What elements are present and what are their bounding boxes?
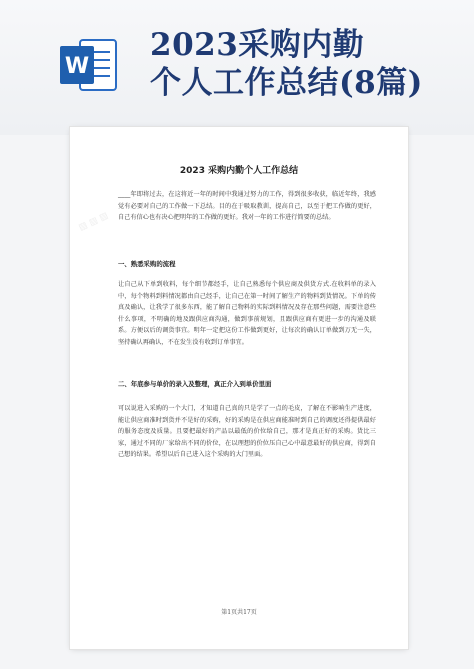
document-page: [69, 126, 409, 650]
hero-title-line2: 个人工作总结(8篇): [150, 65, 423, 101]
section2-paragraph: 可以说进入采购的一个大门，才知道自己真的只是学了一点的毛皮，了解在不影响生产进度，能让供应商准时到货并不是好的采购，好的采购是在供应商能准时到自己的调度还得提供最好的服务态度及质量。且要把最好的产品以最低的价位给自己，那才是真正好的采购。货比三家，通过不同的厂家给出不同的价位，在以理想的价位压自己心中最意最好的供应商，得到自己想的结果。希望以后自己进入这个采购的大门里面。: [118, 405, 376, 459]
word-icon: [58, 34, 120, 96]
watermark: ▨ ▨ ▨: [77, 210, 110, 234]
page-footer: 第1页共17页: [221, 609, 257, 616]
section1-heading: 一、熟悉采购的流程: [118, 260, 176, 268]
svg-text:W: W: [64, 54, 90, 79]
intro-paragraph: ____年即将过去，在这将近一年的时间中我通过努力的工作，得到很多收获，临近年终，我感觉有必要对自己的工作做一下总结。目的在于吸取教训，提高自己，以至于把工作做的更好，自己有信心也有决心把明年的工作做的更好。我对一年的工作进行简要的总结。: [118, 191, 376, 222]
hero-title-line1: 2023采购内勤: [150, 27, 365, 63]
section1-paragraph: 让自己从下单到收料，每个细节都经手，让自己熟悉每个供应商及供货方式.在收料单的录入中，每个物料到料情况都由自己经手，让自己在第一时间了解生产的物料到货情况。下单的传真及确认，让我学了很多东西，能了解自己物料的实际到料情况及存在那些问题，需要注意些什么事项，不明确的地及跟供应商沟通，做到事前规划，且跟供应商有更进一步的沟通及联系。方便以后的调货事宜。明年一定把这份工作做到更好，让每次的确认订单做到万无一失，坚持确认再确认，不在发生没有收到订单事宜。: [118, 281, 376, 346]
hero-banner: [0, 0, 474, 135]
section2-heading: 二、年底参与单价的录入及整理，真正介入到单价里面: [118, 380, 272, 388]
document-title: 2023 采购内勤个人工作总结: [179, 166, 299, 176]
hero-title: [150, 26, 470, 102]
